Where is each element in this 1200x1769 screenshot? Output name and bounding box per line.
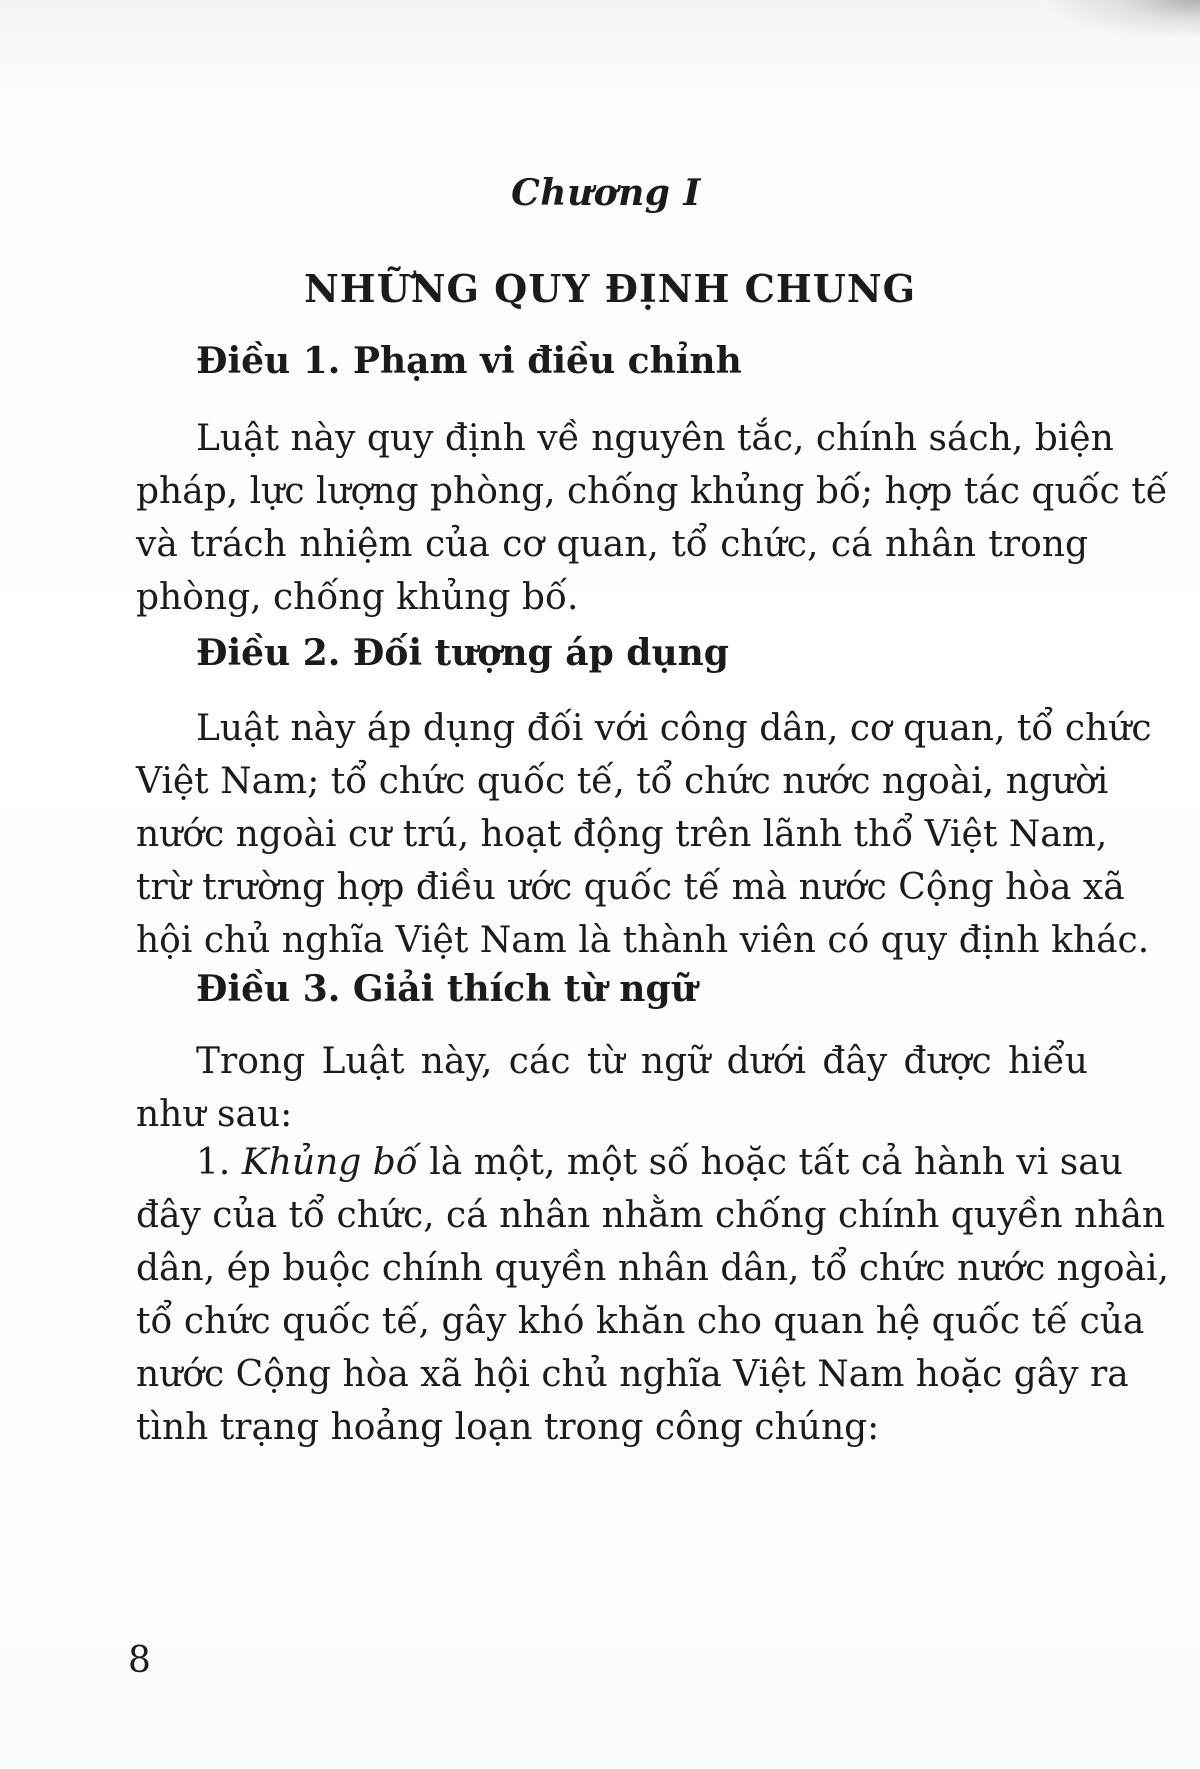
item-first-line-rest: là một, một số hoặc tất cả hành vi sau: [429, 1142, 1123, 1183]
article-2-body: [136, 702, 1152, 967]
article-3-intro: [136, 1035, 1088, 1141]
article-1-line: pháp, lực lượng phòng, chống khủng bố; hợp tác quốc tế: [136, 471, 1168, 512]
item-number: 1.: [196, 1142, 231, 1183]
article-3-item-1: [136, 1136, 1169, 1454]
article-2-line: Luật này áp dụng đối với công dân, cơ quan, tổ chức: [196, 708, 1152, 749]
article-2-line: Việt Nam; tổ chức quốc tế, tổ chức nước ngoài, người: [136, 761, 1109, 802]
item-term: Khủng bố: [241, 1142, 418, 1183]
chapter-label: Chương I: [511, 172, 701, 214]
article-3-item-1-line: đây của tổ chức, cá nhân nhằm chống chính quyền nhân: [136, 1195, 1166, 1236]
article-3-item-1-line: nước Cộng hòa xã hội chủ nghĩa Việt Nam hoặc gây ra: [136, 1354, 1129, 1395]
article-3-intro-line: như sau:: [136, 1094, 293, 1135]
article-3-item-1-line: tình trạng hoảng loạn trong công chúng:: [136, 1407, 880, 1448]
article-3-item-1-first-line: [136, 1136, 1123, 1189]
article-2-heading: Điều 2. Đối tượng áp dụng: [196, 632, 729, 674]
article-2-line: nước ngoài cư trú, hoạt động trên lãnh thổ Việt Nam,: [136, 814, 1108, 855]
article-2-line: hội chủ nghĩa Việt Nam là thành viên có quy định khác.: [136, 920, 1150, 961]
article-3-item-1-line: dân, ép buộc chính quyền nhân dân, tổ chức nước ngoài,: [136, 1248, 1169, 1289]
article-3-heading: Điều 3. Giải thích từ ngữ: [196, 968, 697, 1010]
article-3-intro-line: Trong Luật này, các từ ngữ dưới đây được hiểu: [196, 1041, 1088, 1082]
chapter-title: NHỮNG QUY ĐỊNH CHUNG: [303, 266, 917, 311]
article-2-line: trừ trường hợp điều ước quốc tế mà nước Cộng hòa xã: [136, 867, 1125, 908]
article-1-body: [136, 412, 1168, 624]
article-1-line: Luật này quy định về nguyên tắc, chính sách, biện: [196, 418, 1114, 459]
page-number: 8: [128, 1640, 151, 1681]
page-corner-shadow: [1040, 0, 1200, 40]
article-3-item-1-line: tổ chức quốc tế, gây khó khăn cho quan hệ quốc tế của: [136, 1301, 1145, 1342]
article-1-heading: Điều 1. Phạm vi điều chỉnh: [196, 340, 742, 382]
article-1-line: và trách nhiệm của cơ quan, tổ chức, cá nhân trong: [136, 524, 1088, 565]
article-1-line: phòng, chống khủng bố.: [136, 577, 579, 618]
